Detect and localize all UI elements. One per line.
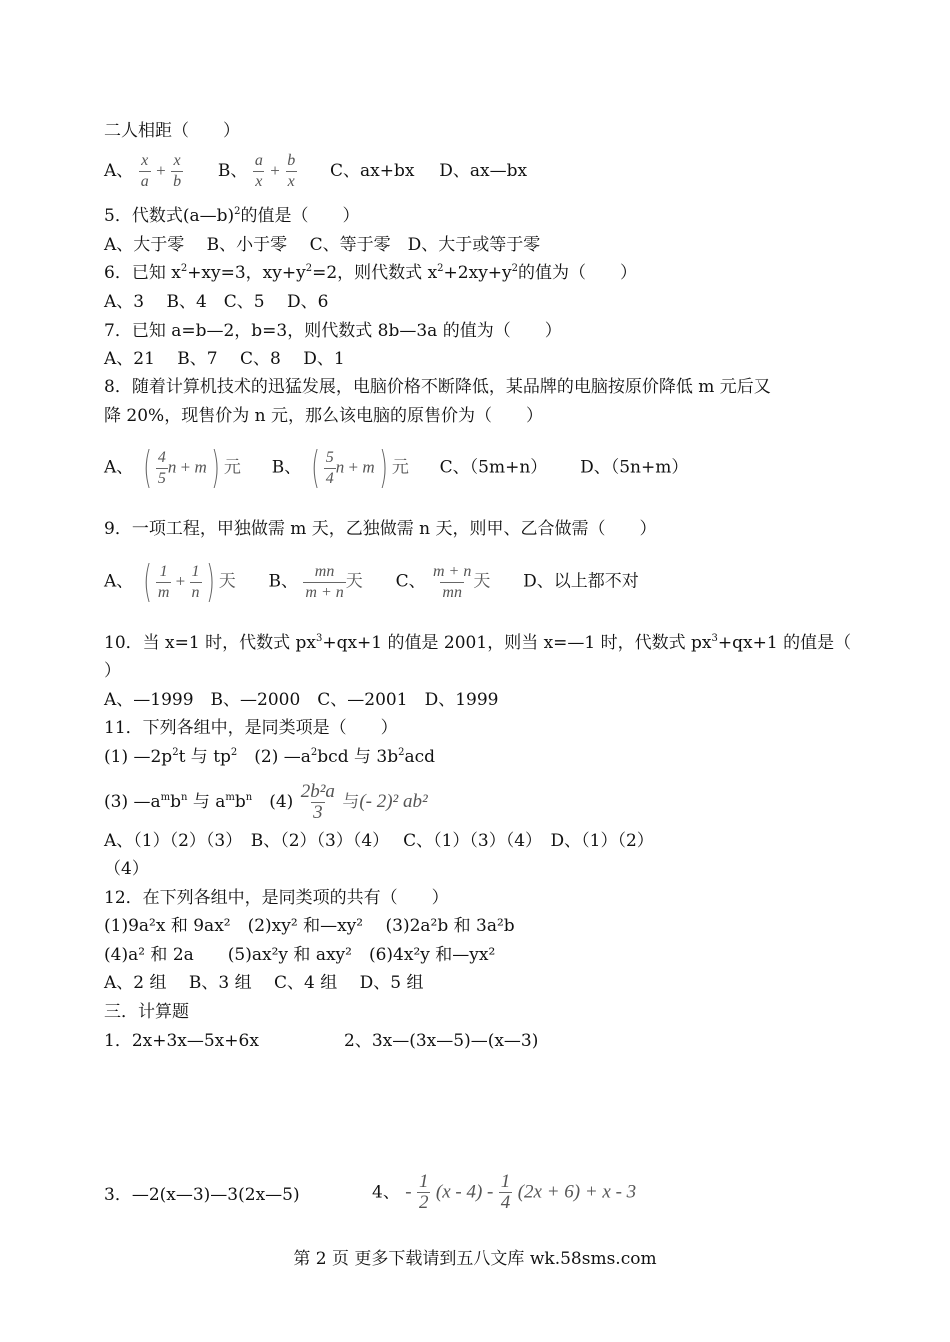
q10-line-2: ） bbox=[104, 661, 121, 681]
q9-opt-b: B、 bbox=[268, 571, 298, 592]
q9-line: 9．一项工程，甲独做需 m 天，乙独做需 n 天，则甲、乙合做需（ ） bbox=[104, 519, 657, 539]
calc-3: 3．—2(x—3)—3(2x—5) bbox=[104, 1185, 300, 1205]
q8-opt-b: B、 bbox=[271, 457, 302, 478]
calc-4: 4、 - $\frac{1}{2}$ (x - 4) - $\frac{1}{4}$ (2x + 6) + x - 3 bbox=[372, 1171, 637, 1213]
q11-items-3-4: (3) $—a^mb^n$ 与 $a^mb^n$ (4) $\frac{\text{2b²a}}{3}$ 与(- 2)² ab² bbox=[104, 781, 428, 823]
frac-1-m: $\frac{1}{m}$ bbox=[157, 562, 170, 601]
q8-opt-d: D、（5n+m） bbox=[580, 457, 689, 478]
frac-a-over-x: $\frac{a}{x}$ bbox=[254, 152, 263, 190]
q4-opt-a: A、 bbox=[104, 161, 134, 181]
q9-opt-d: D、以上都不对 bbox=[523, 571, 639, 592]
q8-opt-a: A、 bbox=[104, 457, 134, 478]
calc-1: 1．2x+3x—5x+6x bbox=[104, 1031, 259, 1051]
q7-line: 7．已知 a=b—2，b=3，则代数式 8b—3a 的值为（ ） bbox=[104, 321, 562, 341]
section-3-title: 三．计算题 bbox=[104, 1002, 189, 1022]
q4-opt-d: D、ax—bx bbox=[439, 161, 528, 181]
q8-options: A、 ( $\frac{4}{5}$ n + m) 元 B、 ( $\frac{5}{4}$ n + m) 元 C、（5m+n） D、（5n+m） bbox=[104, 442, 689, 493]
q7-options: A、21 B、7 C、8 D、1 bbox=[104, 349, 345, 369]
q8-opt-c: C、（5m+n） bbox=[439, 457, 548, 478]
line-distance: 二人相距（ ） bbox=[104, 121, 240, 141]
q12-row-2: (4)a² 和 2a (5)ax²y 和 axy² (6)4x²y 和—yx² bbox=[104, 945, 496, 965]
q10-line-1: 10．当 x=1 时，代数式 $px^3+qx+1$ 的值是 2001，则当 x=—1 时，代数式 $px^3+qx+1$ 的值是（ bbox=[104, 633, 852, 653]
page-footer: 第 2 页 更多下载请到五八文库 wk.58sms.com bbox=[293, 1249, 657, 1269]
q5-options: A、大于零 B、小于零 C、等于零 D、大于或等于零 bbox=[104, 235, 541, 255]
q9-opt-a: A、 bbox=[104, 571, 134, 592]
q12-options: A、2 组 B、3 组 C、4 组 D、5 组 bbox=[104, 973, 424, 993]
q5-line: 5．代数式(a—b)$^2$的值是（ ） bbox=[104, 206, 360, 226]
q11-items-1-2: (1) $—2p^2t$ 与 $tp^2$ (2) $—a^2bcd$ 与 $3b^2acd$ bbox=[104, 747, 436, 767]
q6-line: 6．已知 $x^2+xy=3$，$xy+y^2=2$，则代数式 $x^2+2xy+y^2$的值为（ ） bbox=[104, 263, 638, 283]
q4-options: A、 $\frac{x}{a}$ + $\frac{x}{b}$ B、 $\frac{a}{x}$ + $\frac{b}{x}$ C、ax+bx D、ax—bx bbox=[104, 152, 528, 190]
q12-line: 12．在下列各组中，是同类项的共有（ ） bbox=[104, 888, 449, 908]
q6-options: A、3 B、4 C、5 D、6 bbox=[104, 292, 329, 312]
frac-x-over-a: $\frac{x}{a}$ bbox=[140, 152, 149, 190]
q9-opt-c: C、 bbox=[395, 571, 426, 592]
frac-2b2a-over-3: $\frac{\text{2b²a}}{3}$ bbox=[300, 781, 335, 823]
calc-2: 2、3x—(3x—5)—(x—3) bbox=[344, 1031, 539, 1051]
frac-mn-over-mpn: $\frac{mn}{m + n}$ bbox=[305, 562, 344, 601]
q12-row-1: (1)9a²x 和 9ax² (2)xy² 和—xy² (3)2a²b 和 3a²b bbox=[104, 916, 515, 936]
frac-b-over-x: $\frac{b}{x}$ bbox=[287, 152, 296, 190]
q4-opt-b: B、 bbox=[217, 161, 248, 181]
q8-line-2: 降 20%，现售价为 n 元，那么该电脑的原售价为（ ） bbox=[104, 406, 543, 426]
q11-line: 11．下列各组中，是同类项是（ ） bbox=[104, 718, 398, 738]
frac-1-4: $\frac{1}{4}$ bbox=[500, 1171, 511, 1213]
frac-4-5: $\frac{4}{5}$ bbox=[157, 448, 166, 487]
frac-mpn-over-mn: $\frac{m + n}{mn}$ bbox=[433, 562, 472, 601]
q4-opt-c: C、ax+bx bbox=[330, 161, 415, 181]
frac-1-n: $\frac{1}{n}$ bbox=[191, 562, 200, 601]
frac-1-2: $\frac{1}{2}$ bbox=[418, 1171, 429, 1213]
expr-neg2-sq-ab2: (- 2)² ab² bbox=[359, 791, 428, 812]
frac-x-over-b: $\frac{x}{b}$ bbox=[173, 152, 182, 190]
q11-options-1: A、（1）（2）（3） B、（2）（3）（4） C、（1）（3）（4） D、（1）（2） bbox=[104, 831, 654, 851]
q9-options: A、 ( $\frac{1}{m}$ + $\frac{1}{n}$ ) 天 B、 $\frac{mn}{m + n}$ 天 C、 $\frac{m + n}{mn}$ 天 D、以上都不对 bbox=[104, 556, 639, 607]
q10-options: A、—1999 B、—2000 C、—2001 D、1999 bbox=[104, 690, 499, 710]
q8-line-1: 8．随着计算机技术的迅猛发展，电脑价格不断降低，某品牌的电脑按原价降低 m 元后又 bbox=[104, 377, 771, 397]
q11-options-2: （4） bbox=[104, 859, 149, 879]
frac-5-4: $\frac{5}{4}$ bbox=[325, 448, 334, 487]
